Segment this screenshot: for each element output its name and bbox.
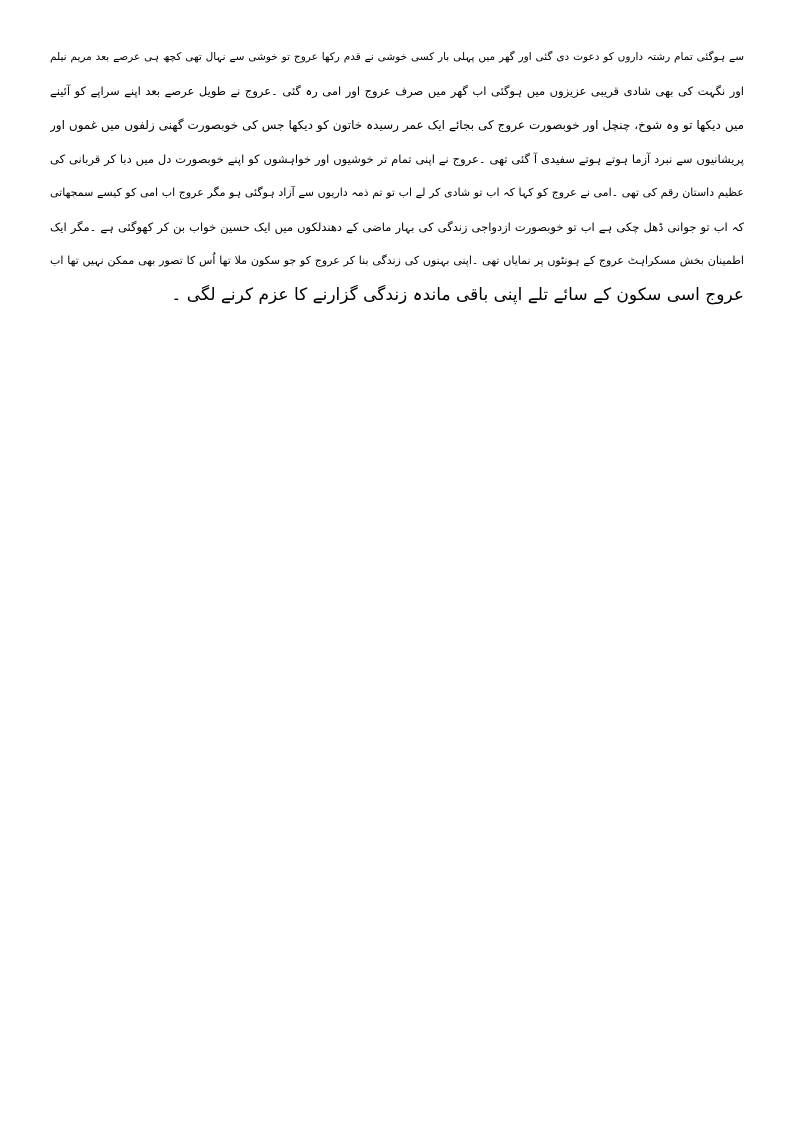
- text-line: عروج اسی سکون کے سائے تلے اپنی باقی ماندہ زندگی گزارنے کا عزم کرنے لگی ۔: [171, 285, 744, 305]
- text-line: میں دیکھا تو وہ شوخ، چنچل اور خوبصورت عروج کی بجائے ایک عمر رسیدہ خاتون کو دیکھا جس کی خوبصورت گھنی زلفوں میں غموں اور: [50, 118, 744, 132]
- text-line: عظیم داستان رقم کی تھی ۔امی نے عروج کو کہا کہ اب تو شادی کر لے اب تو تم ذمہ داریوں سے آزاد ہوگئی ہو مگر عروج اب امی کو کیسے سمجھاتی: [50, 186, 744, 199]
- text-line: سے ہوگئی تمام رشتہ داروں کو دعوت دی گئی اور گھر میں پہلی بار کسی خوشی نے قدم رکھا عروج تو خوشی سے نہال تھی کچھ ہی عرصے بعد مریم نیلم: [50, 51, 744, 63]
- text-line: اور نگہت کی بھی شادی قریبی عزیزوں میں ہوگئی اب گھر میں صرف عروج اور امی رہ گئی ۔عروج نے طویل عرصے بعد اپنے سراپے کو آئینے: [50, 84, 744, 98]
- paragraph: [50, 40, 744, 312]
- text-line: اطمینان بخش مسکراہٹ عروج کے ہونٹوں پر نمایاں تھی ۔اپنی بہنوں کی زندگی بنا کر عروج کو جو سکون ملا تھا اُس کا تصور بھی ممکن نہیں تھا اب: [50, 254, 744, 267]
- text-line: کہ اب تو جوانی ڈھل چکی ہے اب تو خوبصورت ازدواجی زندگی کی بہار ماضی کے دھندلکوں میں ایک حسین خواب بن کر کھوگئی ہے ۔مگر ایک: [50, 220, 744, 234]
- text-line: پریشانیوں سے نبرد آزما ہوتے ہوتے سفیدی آ گئی تھی ۔عروج نے اپنی تمام تر خوشیوں اور خواہشوں کو اپنے خوبصورت دل میں دبا کر قربانی کی: [50, 152, 744, 166]
